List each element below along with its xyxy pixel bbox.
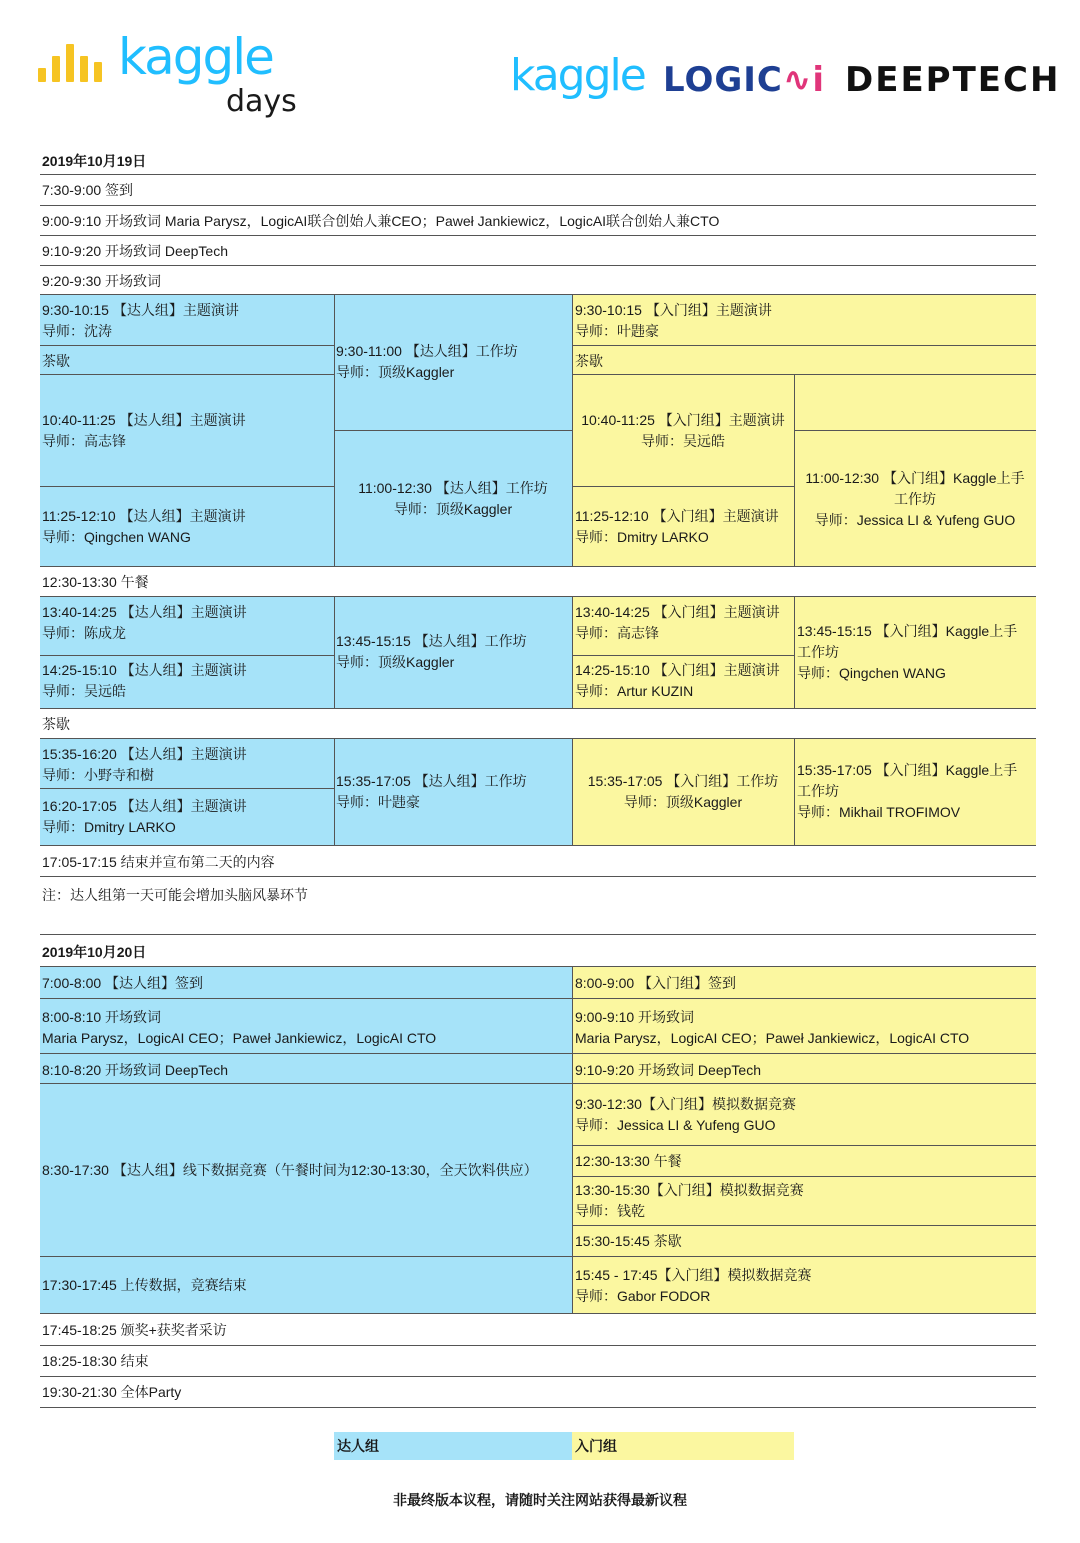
day2-expert-opening: 8:00-8:10 开场致词 Maria Parysz，LogicAI CEO；Paweł Jankiewicz，LogicAI CTO <box>42 1009 437 1046</box>
day2-beginner-opening: 9:00-9:10 开场致词 Maria Parysz，LogicAI CEO；Paweł Jankiewicz，LogicAI CTO <box>575 1009 970 1046</box>
day2-awards: 17:45-18:25 颁奖+获奖者采访 <box>42 1322 227 1338</box>
day1-am-expert-tea: 茶歇 <box>42 353 70 369</box>
day2-beginner-checkin: 8:00-9:00 【入门组】签到 <box>575 975 737 991</box>
day2-expert-upload: 17:30-17:45 上传数据，竞赛结束 <box>42 1277 247 1293</box>
day2-beginner-lunch: 12:30-13:30 午餐 <box>575 1153 682 1169</box>
day1-pm2-beginner-kaggle-workshop: 15:35-17:05 【入门组】Kaggle上手 工作坊 导师：Mikhail TROFIMOV <box>797 762 1018 820</box>
day1-am-expert-talk1: 9:30-10:15 【达人组】主题演讲 导师：沈涛 <box>42 302 239 339</box>
day1-opening-deeptech: 9:10-9:20 开场致词 DeepTech <box>42 243 228 259</box>
day1-am-expert-talk2: 10:40-11:25 【达人组】主题演讲 导师：高志锋 <box>42 412 246 449</box>
day2-beginner-competition2: 13:30-15:30【入门组】模拟数据竞赛 导师：钱乾 <box>575 1182 804 1219</box>
day1-closing: 17:05-17:15 结束并宣布第二天的内容 <box>42 854 275 870</box>
day1-am-beginner-talk3: 11:25-12:10 【入门组】主题演讲 导师：Dmitry LARKO <box>575 508 779 545</box>
kaggle-days-logo <box>38 28 308 126</box>
day2-beginner-competition1: 9:30-12:30【入门组】模拟数据竞赛 导师：Jessica LI & Yufeng GUO <box>575 1096 796 1133</box>
day1-am-beginner-talk1: 9:30-10:15 【入门组】主题演讲 导师：叶韪豪 <box>575 302 772 339</box>
day1-pm2-expert-workshop: 15:35-17:05 【达人组】工作坊 导师：叶韪豪 <box>336 772 527 810</box>
day2-party: 19:30-21:30 全体Party <box>42 1384 182 1400</box>
day2-expert-checkin: 7:00-8:00 【达人组】签到 <box>42 975 204 991</box>
day1-am-beginner-kaggle-workshop: 11:00-12:30 【入门组】Kaggle上手 工作坊 导师：Jessica LI & Yufeng GUO <box>805 469 1025 528</box>
day2-date: 2019年10月20日 <box>42 944 147 960</box>
day1-pm1-expert-workshop: 13:45-15:15 【达人组】工作坊 导师：顶级Kaggler <box>336 633 527 670</box>
day2-beginner-tea: 15:30-15:45 茶歇 <box>575 1233 682 1249</box>
day1-am-expert-workshop1: 9:30-11:00 【达人组】工作坊 导师：顶级Kaggler <box>336 343 518 380</box>
day1-pm1-beginner-talk1: 13:40-14:25 【入门组】主题演讲 导师：高志锋 <box>575 604 780 641</box>
legend-beginner: 入门组 <box>572 1432 794 1460</box>
kaggle-days-days: days <box>226 84 297 119</box>
day1-am-expert-talk3: 11:25-12:10 【达人组】主题演讲 导师：Qingchen WANG <box>42 508 246 545</box>
day2-expert-competition: 8:30-17:30 【达人组】线下数据竞赛（午餐时间为12:30-13:30，全天饮料供应） <box>42 1162 538 1178</box>
day2-expert-deeptech: 8:10-8:20 开场致词 DeepTech <box>42 1062 228 1078</box>
day1-am-beginner-tea: 茶歇 <box>575 353 603 369</box>
day1-pm1-beginner-talk2: 14:25-15:10 【入门组】主题演讲 导师：Artur KUZIN <box>575 662 780 699</box>
day1-pm1-beginner-kaggle-workshop: 13:45-15:15 【入门组】Kaggle上手 工作坊 导师：Qingchen WANG <box>797 622 1018 681</box>
day1-lunch: 12:30-13:30 午餐 <box>42 574 149 590</box>
day2-beginner-competition3: 15:45 - 17:45【入门组】模拟数据竞赛 导师：Gabor FODOR <box>575 1266 812 1304</box>
day1-pm2-expert-talk1: 15:35-16:20 【达人组】主题演讲 导师：小野寺和樹 <box>42 746 247 783</box>
day1-am-expert-workshop2: 11:00-12:30 【达人组】工作坊 导师：顶级Kaggler <box>358 480 548 517</box>
day1-am-beginner-talk2: 10:40-11:25 【入门组】主题演讲 导师：吴远皓 <box>581 412 785 449</box>
footer-note: 非最终版本议程，请随时关注网站获得最新议程 <box>393 1492 687 1508</box>
kaggle-logo: kaggle <box>510 50 645 101</box>
day1-opening: 9:20-9:30 开场致词 <box>42 273 162 289</box>
legend-expert: 达人组 <box>334 1432 572 1460</box>
day1-tea: 茶歇 <box>42 716 70 732</box>
day1-checkin: 7:30-9:00 签到 <box>42 182 134 198</box>
kaggle-days-bars-icon <box>38 44 108 82</box>
day1-note: 注：达人组第一天可能会增加头脑风暴环节 <box>42 887 308 903</box>
day2-end: 18:25-18:30 结束 <box>42 1353 149 1369</box>
day1-pm2-expert-talk2: 16:20-17:05 【达人组】主题演讲 导师：Dmitry LARKO <box>42 798 247 835</box>
day1-opening-logicai: 9:00-9:10 开场致词 Maria Parysz，LogicAI联合创始人兼CEO；Paweł Jankiewicz，LogicAI联合创始人兼CTO <box>42 213 720 229</box>
logicai-logo: LOGIC∿i <box>663 60 826 100</box>
kaggle-days-wordmark: kaggle <box>118 28 273 86</box>
day1-pm1-expert-talk1: 13:40-14:25 【达人组】主题演讲 导师：陈成龙 <box>42 604 247 641</box>
deeptech-logo: DEEPTECH <box>845 60 1061 100</box>
day2-beginner-deeptech: 9:10-9:20 开场致词 DeepTech <box>575 1062 761 1078</box>
day1-pm2-beginner-workshop: 15:35-17:05 【入门组】工作坊 导师：顶级Kaggler <box>587 772 779 810</box>
day1-date: 2019年10月19日 <box>42 153 147 169</box>
day1-pm1-expert-talk2: 14:25-15:10 【达人组】主题演讲 导师：吴远皓 <box>42 662 247 699</box>
